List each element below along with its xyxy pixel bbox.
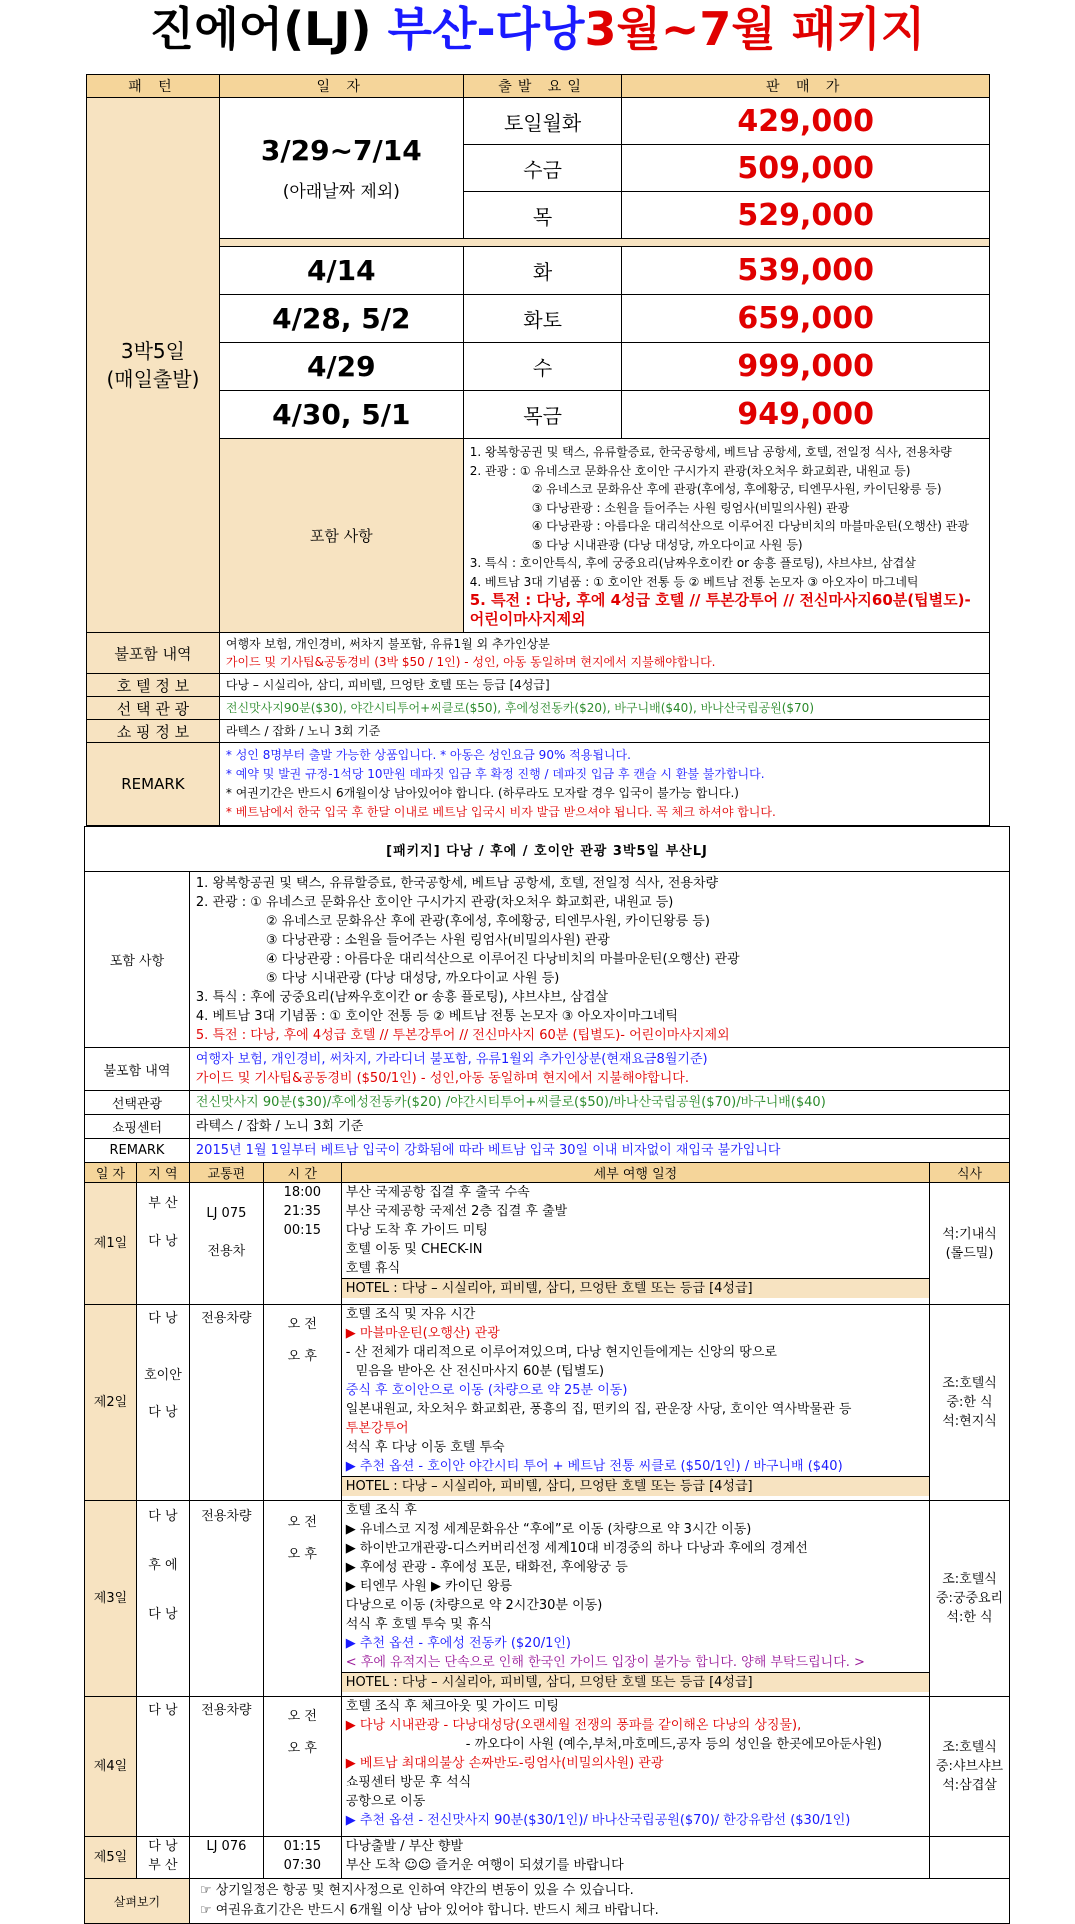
header-date: 일 자 — [219, 75, 463, 98]
pkg-included-item: ③ 다낭관광 : 소원을 들어주는 사원 링엄사(비밀의사원) 관광 — [265, 933, 610, 948]
option-label: 선 택 관 광 — [87, 697, 220, 720]
it-header-region: 지 역 — [136, 1163, 189, 1183]
region-name: 후 에 — [148, 1558, 178, 1573]
notes-cell — [189, 1879, 1009, 1924]
detail-line: < 후에 유적지는 단속으로 인해 한국인 가이드 입장이 불가능 합니다. 양해 부탁드립니다. > — [345, 1655, 865, 1670]
detail-line: ▶ 마블마운틴(오행산) 관광 — [345, 1326, 500, 1341]
day-times — [263, 1697, 341, 1837]
day-meal — [930, 1697, 1010, 1837]
included-item: ⑤ 다낭 시내관광 (다낭 대성당, 까오다이교 사원 등) — [531, 537, 803, 552]
pkg-excluded-cell — [189, 1048, 1009, 1091]
page-title — [0, 0, 1075, 62]
shopping-info: 라텍스 / 잡화 / 노니 3회 기준 — [219, 720, 989, 743]
excluded-cell — [219, 633, 989, 674]
region-name: 다 낭 — [148, 1311, 178, 1326]
pattern-daily: (매일출발) — [106, 367, 200, 391]
pkg-included-list — [189, 872, 1009, 1048]
day-label: 제1일 — [85, 1183, 137, 1305]
transport-name: 전용차량 — [201, 1311, 252, 1326]
detail-hotel: HOTEL : 다낭 – 시실리아, 피비텔, 삼디, 므엉탄 호텔 또는 등급 [4성급] — [342, 1278, 929, 1298]
included-item: 3. 특식 : 호이안특식, 후에 궁중요리(남짜우호이칸 or 송흥 플로팅), 샤브샤브, 삼겹살 — [469, 556, 916, 570]
pkg-included-item: ② 유네스코 문화유산 후에 관광(후에성, 후에황궁, 티엔무사원, 카이딘왕릉 등) — [265, 914, 710, 929]
package-title: [패키지] 다낭 / 후에 / 호이안 관광 3박5일 부산LJ — [85, 827, 1010, 872]
detail-line: 호텔 휴식 — [345, 1261, 401, 1276]
header-pattern: 패 턴 — [87, 75, 220, 98]
meal-line: 조:호텔식 — [942, 1572, 997, 1587]
row-separator — [219, 239, 989, 247]
remark-list — [219, 743, 989, 826]
main-range-note: (아래날짜 제외) — [282, 182, 400, 202]
day-meal — [930, 1305, 1010, 1501]
price-cell: 429,000 — [622, 98, 990, 145]
day-label: 제2일 — [85, 1305, 137, 1501]
day-region — [136, 1183, 189, 1305]
weekday-cell: 수 — [463, 343, 622, 391]
included-item: ④ 다낭관광 : 아름다운 대리석산으로 이루어진 다낭비치의 마블마운틴(오행산) 관광 — [531, 519, 969, 533]
remark-line: * 여권기간은 반드시 6개월이상 남아있어야 합니다. (하루라도 모자랄 경우 입국이 불가능 합니다.) — [225, 786, 739, 800]
it-header-transport: 교통편 — [189, 1163, 263, 1183]
transport-name: 전용차량 — [201, 1509, 252, 1524]
detail-line: - 산 전체가 대리적으로 이루어져있으며, 다낭 현지인들에게는 신앙의 땅으로 — [345, 1345, 777, 1360]
detail-line: ▶ 티엔무 사원 ▶ 카이딘 왕릉 — [345, 1579, 513, 1594]
meal-line: 석:기내식 — [942, 1226, 997, 1242]
time-slot: 21:35 — [283, 1204, 322, 1219]
time-slot: 오 전 — [287, 1515, 317, 1530]
day-detail — [341, 1697, 929, 1837]
day-times — [263, 1837, 341, 1879]
detail-line: 호텔 조식 및 자유 시간 — [345, 1307, 476, 1322]
detail-line: 다낭 도착 후 가이드 미팅 — [345, 1223, 488, 1238]
weekday-cell: 목 — [463, 192, 622, 239]
detail-line: 쇼핑센터 방문 후 석식 — [345, 1775, 472, 1790]
detail-line: 공항으로 이동 — [345, 1794, 426, 1809]
detail-line: - 까오다이 사원 (예수,부처,마호메드,공자 등의 성인을 한곳에모아둔사원) — [465, 1737, 882, 1752]
region-name: 다 낭 — [148, 1703, 178, 1718]
detail-line: ▶ 다낭 시내관광 - 다낭대성당(오랜세월 전쟁의 풍파를 같이해온 다낭의 상징물), — [345, 1718, 802, 1733]
price-cell: 529,000 — [622, 192, 990, 239]
day-meal — [930, 1501, 1010, 1697]
time-slot: 오 후 — [287, 1547, 317, 1562]
day-region — [136, 1697, 189, 1837]
transport-name: 전용차량 — [201, 1703, 252, 1718]
time-slot: 오 후 — [287, 1349, 317, 1364]
detail-line: 중식 후 호이안으로 이동 (차량으로 약 25분 이동) — [345, 1383, 628, 1398]
remark-label: REMARK — [87, 743, 220, 826]
included-list — [463, 439, 989, 633]
region-name: 부 산 — [148, 1858, 178, 1873]
price-cell: 949,000 — [622, 391, 990, 439]
detail-hotel: HOTEL : 다낭 – 시실리아, 피비텔, 삼디, 므엉탄 호텔 또는 등급 [4성급] — [342, 1672, 929, 1692]
price-table — [86, 74, 990, 826]
pkg-included-benefit: 5. 특전 : 다낭, 후에 4성급 호텔 // 투본강투어 // 전신마사지 60분 (팁별도)- 어린이마사지제외 — [195, 1028, 730, 1043]
day-transport — [189, 1837, 263, 1879]
price-cell: 509,000 — [622, 145, 990, 192]
pkg-option-info: 전신맛사지 90분($30)/후에성전동카($20) /야간시티투어+씨클로($50)/바나산국립공원($70)/바구니배($40) — [189, 1091, 1009, 1115]
pkg-included-item: 1. 왕복항공권 및 택스, 유류할증료, 한국공항세, 베트남 공항세, 호텔, 전일정 식사, 전용차량 — [195, 876, 719, 891]
pkg-included-item: ⑤ 다낭 시내관광 (다낭 대성당, 까오다이교 사원 등) — [265, 971, 560, 986]
shopping-label: 쇼 핑 정 보 — [87, 720, 220, 743]
date-cell: 4/14 — [219, 247, 463, 295]
detail-line: 석식 후 다낭 이동 호텔 투숙 — [345, 1440, 505, 1455]
detail-line: 투본강투어 — [345, 1421, 409, 1436]
day-detail — [341, 1305, 929, 1501]
detail-line: ▶ 하이반고개관광-디스커버리선정 세계10대 비경중의 하나 다낭과 후에의 경계선 — [345, 1541, 808, 1556]
detail-hotel: HOTEL : 다낭 – 시실리아, 피비텔, 삼디, 므엉탄 호텔 또는 등급 [4성급] — [342, 1476, 929, 1496]
day-region — [136, 1837, 189, 1879]
time-slot: 01:15 — [283, 1839, 322, 1854]
detail-line: 다낭출발 / 부산 향발 — [345, 1839, 464, 1854]
region-name: 다 낭 — [148, 1839, 178, 1854]
day-meal — [930, 1183, 1010, 1305]
detail-line: 부산 국제공항 집결 후 출국 수속 — [345, 1185, 530, 1200]
excluded-line-tip: 가이드 및 기사팁&공동경비 (3박 $50 / 1인) - 성인, 아동 동일하며 현지에서 지불해야합니다. — [225, 655, 716, 669]
pkg-remark-info: 2015년 1월 1일부터 베트남 입국이 강화됨에 따라 베트남 입국 30일 이내 비자없이 재입국 불가입니다 — [189, 1139, 1009, 1163]
detail-line: ▶ 유네스코 지정 세계문화유산 “후에”로 이동 (차량으로 약 3시간 이동) — [345, 1522, 752, 1537]
detail-line: 믿음을 받아온 산 전신마사지 60분 (팁별도) — [355, 1364, 605, 1379]
day-transport — [189, 1305, 263, 1501]
meal-line: (롤드밀) — [945, 1245, 994, 1261]
pkg-shopping-label: 쇼핑센터 — [85, 1115, 190, 1139]
time-slot: 오 전 — [287, 1317, 317, 1332]
meal-line: 석:삼겹살 — [942, 1778, 997, 1793]
title-period: 3월~7월 패키지 — [584, 2, 926, 56]
notes-label: 살펴보기 — [85, 1879, 190, 1924]
main-range: 3/29~7/14 — [260, 134, 422, 167]
note-line: ☞ 여권유효기간은 반드시 6개월 이상 남아 있어야 합니다. 반드시 체크 바랍니다. — [199, 1903, 659, 1918]
remark-line: * 성인 8명부터 출발 가능한 상품입니다. * 아동은 성인요금 90% 적용됩니다. — [225, 748, 631, 762]
meal-line: 조:호텔식 — [942, 1376, 997, 1391]
weekday-cell: 토일월화 — [463, 98, 622, 145]
weekday-cell: 화토 — [463, 295, 622, 343]
detail-line: 일본내원교, 차오처우 화교회관, 풍흥의 집, 떤키의 집, 관운장 사당, 호이안 역사박물관 등 — [345, 1402, 852, 1417]
meal-line: 중:궁중요리 — [935, 1591, 1004, 1606]
hotel-label: 호 텔 정 보 — [87, 674, 220, 697]
pattern-cell — [87, 98, 220, 633]
header-price: 판 매 가 — [622, 75, 990, 98]
day-meal — [930, 1837, 1010, 1879]
detail-line: 호텔 조식 후 — [345, 1503, 417, 1518]
excluded-line: 여행자 보험, 개인경비, 써차지 불포함, 유류1월 외 추가인상분 — [225, 637, 550, 651]
day-times — [263, 1501, 341, 1697]
it-header-meal: 식사 — [930, 1163, 1010, 1183]
price-cell: 659,000 — [622, 295, 990, 343]
day-times — [263, 1305, 341, 1501]
it-header-detail: 세부 여행 일정 — [341, 1163, 929, 1183]
meal-line: 석:한 식 — [946, 1610, 993, 1625]
detail-line: 호텔 조식 후 체크아웃 및 가이드 미팅 — [345, 1699, 559, 1714]
remark-line: * 예약 및 발권 규정-1석당 10만원 데파짓 입금 후 확정 진행 / 데파짓 입금 후 캔슬 시 환불 불가합니다. — [225, 767, 765, 781]
package-itinerary-table — [84, 826, 1010, 1924]
main-range-cell — [219, 98, 463, 239]
transport-name: LJ 075 — [206, 1206, 247, 1221]
included-item: 2. 관광 : ① 유네스코 문화유산 호이안 구시가지 관광(차오처우 화교회관, 내원교 등) — [469, 463, 911, 478]
pattern-nights: 3박5일 — [120, 339, 185, 363]
region-name: 부 산 — [148, 1196, 178, 1211]
meal-line: 조:호텔식 — [942, 1740, 997, 1755]
pkg-remark-label: REMARK — [85, 1139, 190, 1163]
day-transport — [189, 1183, 263, 1305]
included-item: 1. 왕복항공권 및 택스, 유류할증료, 한국공항세, 베트남 공항세, 호텔, 전일정 식사, 전용차량 — [469, 445, 952, 459]
region-name: 다 낭 — [148, 1509, 178, 1524]
it-header-day: 일 자 — [85, 1163, 137, 1183]
day-region — [136, 1305, 189, 1501]
day-transport — [189, 1697, 263, 1837]
option-info: 전신맛사지90분($30), 야간시티투어+씨클로($50), 후에성전동카($20), 바구니배($40), 바나산국립공원($70) — [219, 697, 989, 720]
day-label: 제4일 — [85, 1697, 137, 1837]
pkg-excluded-label: 불포함 내역 — [85, 1048, 190, 1091]
time-slot: 오 전 — [287, 1709, 317, 1724]
meal-line: 중:샤브샤브 — [935, 1759, 1004, 1774]
day-transport — [189, 1501, 263, 1697]
included-item: 4. 베트남 3대 기념품 : ① 호이안 전통 등 ② 베트남 전통 논모자 ③ 아오자이 마그네틱 — [469, 574, 919, 589]
title-route: 부산-다낭 — [387, 2, 585, 56]
region-name: 호이안 — [144, 1368, 182, 1383]
pkg-included-item: 4. 베트남 3대 기념품 : ① 호이안 전통 등 ② 베트남 전통 논모자 ③ 아오자이마그네틱 — [195, 1009, 678, 1024]
included-item: ③ 다낭관광 : 소원을 들어주는 사원 링엄사(비밀의사원) 관광 — [531, 500, 850, 515]
pkg-excluded-tip: 가이드 및 기사팁&공동경비 ($50/1인) - 성인,아동 동일하며 현지에서 지불해야합니다. — [195, 1071, 689, 1086]
time-slot: 18:00 — [283, 1185, 322, 1200]
weekday-cell: 목금 — [463, 391, 622, 439]
pkg-included-item: 3. 특식 : 후에 궁중요리(남짜우호이칸 or 송흥 플로팅), 샤브샤브, 삼겹살 — [195, 990, 609, 1005]
day-detail — [341, 1501, 929, 1697]
day-region — [136, 1501, 189, 1697]
transport-name: 전용차 — [207, 1244, 246, 1259]
title-airline: 진에어(LJ) — [149, 2, 372, 56]
detail-line: ▶ 추천 옵션 - 호이안 야간시티 투어 + 베트남 전통 씨클로 ($50/1인) / 바구니배 ($40) — [345, 1459, 843, 1474]
detail-line: 호텔 이동 및 CHECK-IN — [345, 1242, 483, 1257]
day-detail — [341, 1837, 929, 1879]
time-slot: 오 후 — [287, 1741, 317, 1756]
day-label: 제3일 — [85, 1501, 137, 1697]
hotel-info: 다낭 – 시실리아, 삼디, 피비텔, 므엉탄 호텔 또는 등급 [4성급] — [219, 674, 989, 697]
header-weekday: 출발 요일 — [463, 75, 622, 98]
date-cell: 4/30, 5/1 — [219, 391, 463, 439]
remark-line: * 베트남에서 한국 입국 후 한달 이내로 베트남 입국시 비자 발급 받으셔야 됩니다. 꼭 체크 하셔야 합니다. — [225, 805, 776, 819]
meal-line: 석:현지식 — [942, 1414, 997, 1429]
weekday-cell: 수금 — [463, 145, 622, 192]
region-name: 다 낭 — [148, 1234, 178, 1249]
detail-line: 부산 국제공항 국제선 2층 집결 후 출발 — [345, 1204, 568, 1219]
pkg-shopping-info: 라텍스 / 잡화 / 노니 3회 기준 — [189, 1115, 1009, 1139]
time-slot: 00:15 — [283, 1223, 322, 1238]
pkg-included-item: 2. 관광 : ① 유네스코 문화유산 호이안 구시가지 관광(차오처우 화교회관, 내원교 등) — [195, 895, 674, 910]
price-cell: 539,000 — [622, 247, 990, 295]
date-cell: 4/29 — [219, 343, 463, 391]
included-item: ② 유네스코 문화유산 후에 관광(후에성, 후에황궁, 티엔무사원, 카이딘왕릉 등) — [531, 482, 942, 496]
detail-line: ▶ 베트남 최대의불상 손짜반도-링엄사(비밀의사원) 관광 — [345, 1756, 664, 1771]
meal-line: 중:한 식 — [946, 1395, 993, 1410]
detail-line: ▶ 후에성 관광 - 후에성 포문, 태화전, 후에왕궁 등 — [345, 1560, 628, 1575]
region-name: 다 낭 — [148, 1607, 178, 1622]
day-label: 제5일 — [85, 1837, 137, 1879]
detail-line: 석식 후 호텔 투숙 및 휴식 — [345, 1617, 493, 1632]
price-cell: 999,000 — [622, 343, 990, 391]
region-name: 다 낭 — [148, 1405, 178, 1420]
pkg-included-label: 포함 사항 — [85, 872, 190, 1048]
pkg-option-label: 선택관광 — [85, 1091, 190, 1115]
pkg-excluded-line: 여행자 보험, 개인경비, 써차지, 가라디너 불포함, 유류1월외 추가인상분(현재요금8월기준) — [195, 1052, 708, 1067]
detail-line: 다낭으로 이동 (차량으로 약 2시간30분 이동) — [345, 1598, 603, 1613]
day-times — [263, 1183, 341, 1305]
date-cell: 4/28, 5/2 — [219, 295, 463, 343]
detail-line: ▶ 추천 옵션 - 전신맛사지 90분($30/1인)/ 바나산국립공원($70)/ 한강유람선 ($30/1인) — [345, 1813, 851, 1828]
transport-name: LJ 076 — [206, 1839, 247, 1854]
day-detail — [341, 1183, 929, 1305]
weekday-cell: 화 — [463, 247, 622, 295]
detail-line: ▶ 추천 옵션 - 후에성 전동카 ($20/1인) — [345, 1636, 571, 1651]
excluded-label: 불포함 내역 — [87, 633, 220, 674]
it-header-time: 시 간 — [263, 1163, 341, 1183]
included-item-benefit: 5. 특전 : 다낭, 후에 4성급 호텔 // 투본강투어 // 전신마사지60분(팁별도)-어린이마사지제외 — [469, 591, 971, 628]
included-label: 포함 사항 — [219, 439, 463, 633]
note-line: ☞ 상기일정은 항공 및 현지사정으로 인하여 약간의 변동이 있을 수 있습니다. — [199, 1883, 634, 1898]
time-slot: 07:30 — [283, 1858, 322, 1873]
pkg-included-item: ④ 다낭관광 : 아름다운 대리석산으로 이루어진 다낭비치의 마블마운틴(오행산) 관광 — [265, 952, 740, 967]
detail-line: 부산 도착 ☺☺ 즐거운 여행이 되셨기를 바랍니다 — [345, 1858, 624, 1873]
